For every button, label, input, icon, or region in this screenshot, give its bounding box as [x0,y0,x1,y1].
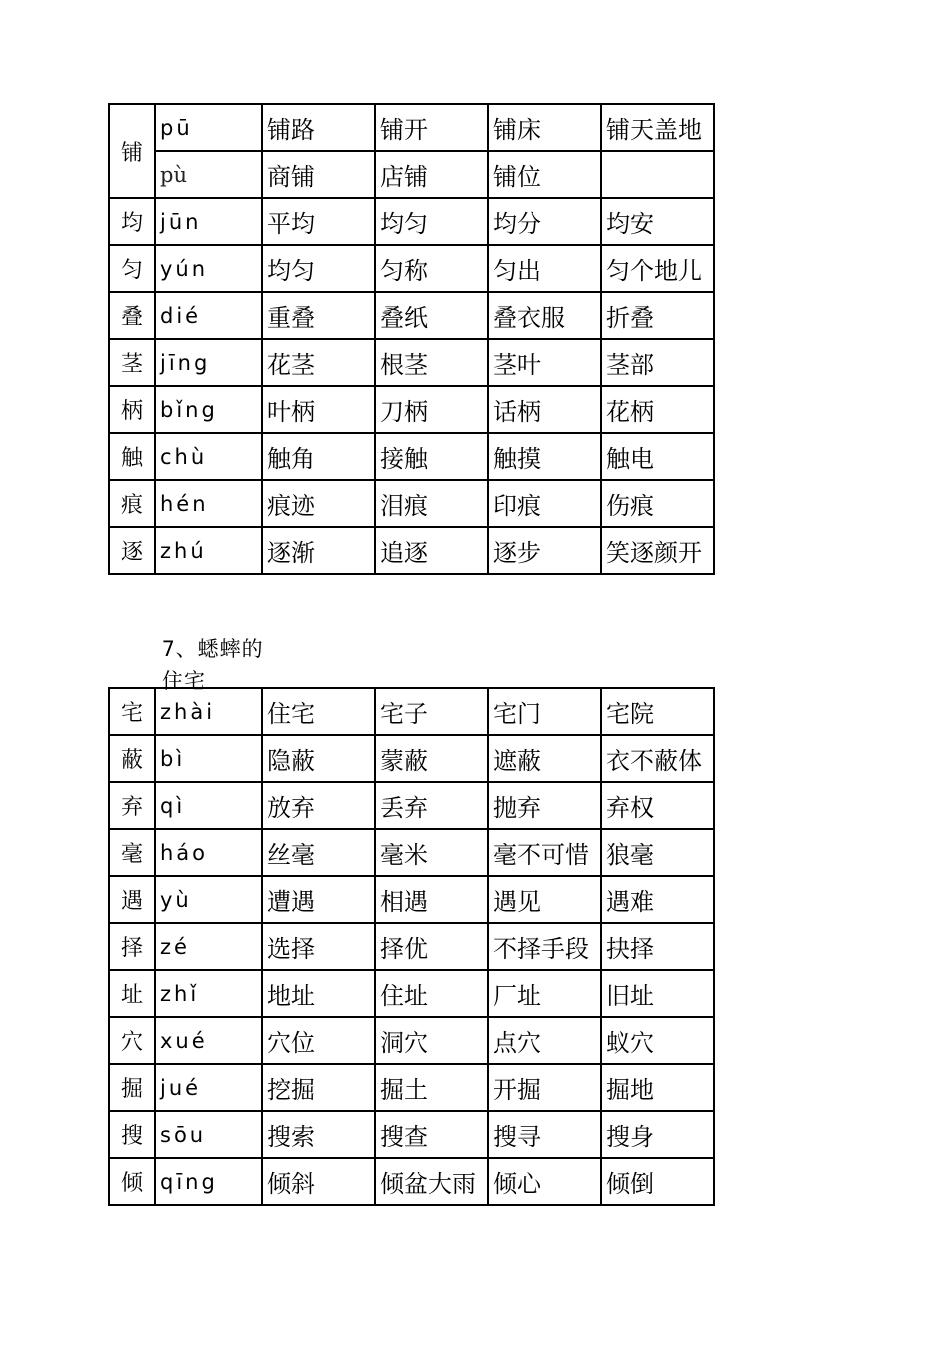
character-cell: 逐 [109,527,155,574]
word-cell: 蒙蔽 [375,735,488,782]
pinyin-cell: zhǐ [155,970,262,1017]
table-row [109,876,714,923]
word-cell: 毫米 [375,829,488,876]
word-cell: 匀个地儿 [601,245,714,292]
table-row [109,782,714,829]
word-cell: 茎部 [601,339,714,386]
table-row [109,829,714,876]
character-cell: 叠 [109,292,155,339]
word-cell: 痕迹 [262,480,375,527]
word-cell: 点穴 [488,1017,601,1064]
word-cell: 铺床 [488,104,601,151]
pinyin-cell: yún [155,245,262,292]
word-cell: 抛弃 [488,782,601,829]
table-row [109,386,714,433]
word-cell: 倾倒 [601,1158,714,1205]
table-row [109,735,714,782]
table-row [109,480,714,527]
word-cell: 厂址 [488,970,601,1017]
word-cell: 匀出 [488,245,601,292]
word-cell: 不择手段 [488,923,601,970]
pinyin-cell: zhú [155,527,262,574]
word-cell: 折叠 [601,292,714,339]
table-row [109,433,714,480]
character-cell: 掘 [109,1064,155,1111]
word-cell: 逐渐 [262,527,375,574]
character-cell: 遇 [109,876,155,923]
character-cell: 匀 [109,245,155,292]
word-cell: 刀柄 [375,386,488,433]
word-cell: 衣不蔽体 [601,735,714,782]
pinyin-cell: pū [155,104,262,151]
word-cell: 宅门 [488,688,601,735]
character-cell: 倾 [109,1158,155,1205]
table-row [109,688,714,735]
word-cell: 穴位 [262,1017,375,1064]
table-row [109,1158,714,1205]
character-cell: 茎 [109,339,155,386]
word-cell: 旧址 [601,970,714,1017]
word-cell: 洞穴 [375,1017,488,1064]
word-cell: 铺开 [375,104,488,151]
pinyin-cell: jīng [155,339,262,386]
word-cell: 花柄 [601,386,714,433]
word-cell: 宅子 [375,688,488,735]
pinyin-cell: bǐng [155,386,262,433]
word-cell: 笑逐颜开 [601,527,714,574]
word-cell: 相遇 [375,876,488,923]
table-row [109,339,714,386]
word-cell: 挖掘 [262,1064,375,1111]
word-cell: 铺天盖地 [601,104,714,151]
table-row [109,104,714,151]
word-cell: 放弃 [262,782,375,829]
word-cell: 触摸 [488,433,601,480]
word-cell: 狼毫 [601,829,714,876]
word-cell: 铺位 [488,151,601,198]
word-cell: 搜索 [262,1111,375,1158]
character-cell: 触 [109,433,155,480]
word-cell: 掘土 [375,1064,488,1111]
word-cell: 倾斜 [262,1158,375,1205]
word-cell: 搜查 [375,1111,488,1158]
word-cell: 重叠 [262,292,375,339]
pinyin-cell: qīng [155,1158,262,1205]
pinyin-cell: pù [155,151,262,198]
pinyin-cell: chù [155,433,262,480]
word-cell: 逐步 [488,527,601,574]
character-cell: 宅 [109,688,155,735]
word-cell: 叠衣服 [488,292,601,339]
word-cell: 搜身 [601,1111,714,1158]
word-cell: 搜寻 [488,1111,601,1158]
word-cell: 丢弃 [375,782,488,829]
character-cell: 址 [109,970,155,1017]
table-row [109,198,714,245]
pinyin-cell: zé [155,923,262,970]
vocab-table-2 [108,687,715,1206]
word-cell: 住宅 [262,688,375,735]
word-cell: 均匀 [262,245,375,292]
word-cell: 抉择 [601,923,714,970]
pinyin-cell: bì [155,735,262,782]
table-row [109,1017,714,1064]
character-cell: 蔽 [109,735,155,782]
word-cell: 匀称 [375,245,488,292]
word-cell: 地址 [262,970,375,1017]
table-row [109,970,714,1017]
word-cell: 叶柄 [262,386,375,433]
word-cell: 毫不可惜 [488,829,601,876]
word-cell: 茎叶 [488,339,601,386]
character-cell: 均 [109,198,155,245]
word-cell: 话柄 [488,386,601,433]
table-row [109,292,714,339]
pinyin-cell: háo [155,829,262,876]
word-cell: 追逐 [375,527,488,574]
pinyin-cell: yù [155,876,262,923]
word-cell: 花茎 [262,339,375,386]
pinyin-cell: qì [155,782,262,829]
pinyin-cell: jūn [155,198,262,245]
word-cell: 根茎 [375,339,488,386]
word-cell: 触角 [262,433,375,480]
word-cell: 弃权 [601,782,714,829]
word-cell: 倾心 [488,1158,601,1205]
word-cell: 伤痕 [601,480,714,527]
character-cell: 铺 [109,104,155,198]
word-cell: 丝毫 [262,829,375,876]
word-cell: 均分 [488,198,601,245]
pinyin-cell: dié [155,292,262,339]
word-cell: 遇难 [601,876,714,923]
table-row [109,1111,714,1158]
pinyin-cell: xué [155,1017,262,1064]
word-cell: 铺路 [262,104,375,151]
table-row [109,1064,714,1111]
word-cell: 宅院 [601,688,714,735]
word-cell [601,151,714,198]
word-cell: 泪痕 [375,480,488,527]
pinyin-cell: jué [155,1064,262,1111]
word-cell: 平均 [262,198,375,245]
lesson-title: 7、蟋蟀的住宅 [162,637,264,693]
word-cell: 遮蔽 [488,735,601,782]
table-row [109,151,714,198]
table-row [109,923,714,970]
word-cell: 均安 [601,198,714,245]
word-cell: 隐蔽 [262,735,375,782]
pinyin-cell: hén [155,480,262,527]
word-cell: 均匀 [375,198,488,245]
character-cell: 毫 [109,829,155,876]
character-cell: 柄 [109,386,155,433]
pinyin-cell: sōu [155,1111,262,1158]
word-cell: 叠纸 [375,292,488,339]
character-cell: 择 [109,923,155,970]
vocab-table-1 [108,103,715,575]
word-cell: 选择 [262,923,375,970]
word-cell: 掘地 [601,1064,714,1111]
pinyin-cell: zhài [155,688,262,735]
table-row [109,527,714,574]
word-cell: 开掘 [488,1064,601,1111]
word-cell: 遇见 [488,876,601,923]
character-cell: 痕 [109,480,155,527]
word-cell: 择优 [375,923,488,970]
word-cell: 印痕 [488,480,601,527]
word-cell: 遭遇 [262,876,375,923]
word-cell: 触电 [601,433,714,480]
word-cell: 住址 [375,970,488,1017]
word-cell: 接触 [375,433,488,480]
word-cell: 店铺 [375,151,488,198]
word-cell: 倾盆大雨 [375,1158,488,1205]
table-row [109,245,714,292]
word-cell: 商铺 [262,151,375,198]
word-cell: 蚁穴 [601,1017,714,1064]
character-cell: 穴 [109,1017,155,1064]
character-cell: 搜 [109,1111,155,1158]
character-cell: 弃 [109,782,155,829]
